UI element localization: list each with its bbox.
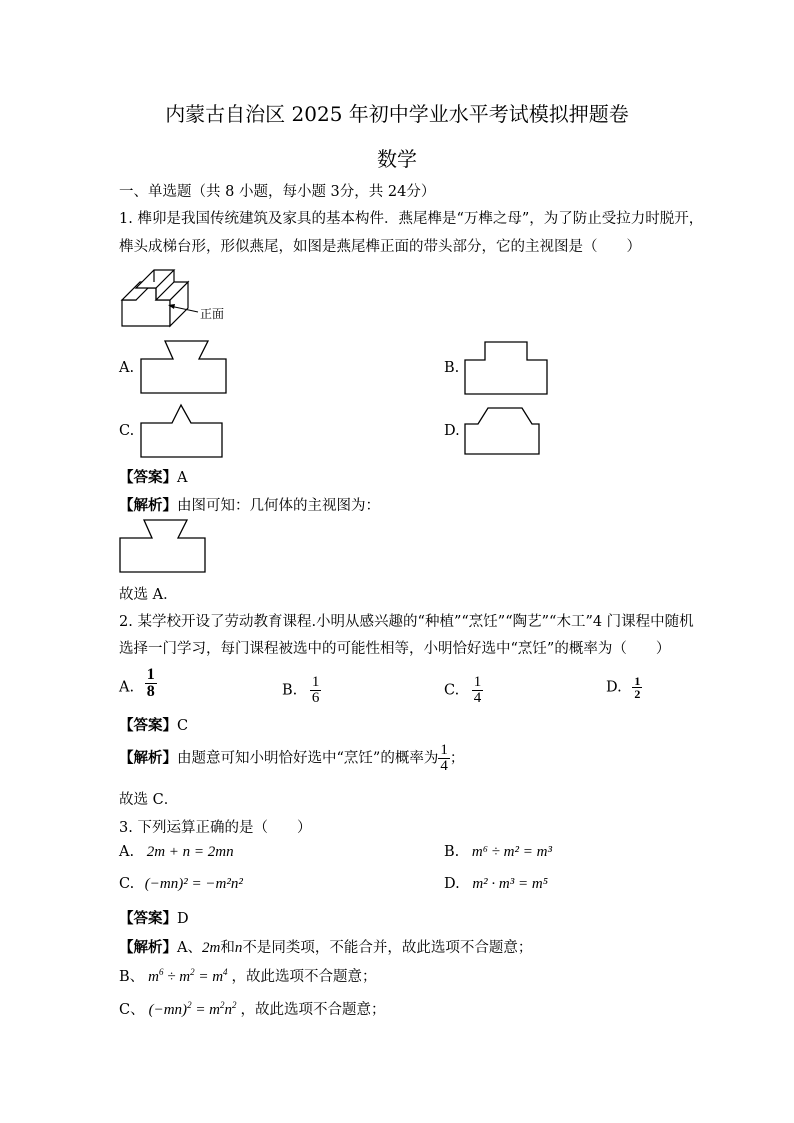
expression: m⁶ ÷ m² = m³ [471,844,552,860]
analysis-prefix: C、 [119,1002,145,1018]
numerator: 1 [440,742,448,758]
fraction [145,667,157,700]
q1-figure-label: 正面 [200,307,225,321]
q3-stem: 3. 下列运算正确的是（ ） [119,820,312,836]
term-2m: 2m [201,940,221,956]
option-label: D. [606,679,622,696]
section-heading: 一、单选题（共 8 小题，每小题 3分，共 24分） [119,184,436,200]
fraction [472,675,484,706]
q3-option-a[interactable] [119,844,234,861]
analysis-prefix: B、 [119,969,145,985]
analysis-suffix: 不是同类项，不能合并，故此选项不合题意； [242,940,533,956]
q3-analysis-b [119,965,377,986]
term-n: n [234,940,243,956]
analysis-mid: 和 [220,940,235,956]
option-label: B. [282,682,298,699]
q1-analysis-figure [119,518,215,578]
q1-option-d-figure [464,404,554,460]
q1-answer [119,466,187,487]
q3-analysis-c [119,998,386,1019]
option-label: B. [444,844,460,860]
analysis-tag: 【解析】 [119,497,177,514]
q1-line1: 1. 榫卯是我国传统建筑及家具的基本构件．燕尾榫是“万榫之母”，为了防止受拉力时脱开， [119,211,704,227]
answer-tag: 【答案】 [119,717,177,734]
analysis-suffix: ，故此选项不合题意； [240,1002,386,1018]
q1-option-b-label[interactable]: B. [444,360,460,376]
expression: (−mn)² = −m²n² [144,876,243,892]
fraction [310,675,322,706]
q3-option-c[interactable] [119,876,243,893]
q1-option-c-figure [140,403,230,459]
denominator: 8 [146,683,155,700]
q2-option-b[interactable] [282,675,321,706]
analysis-tag: 【解析】 [119,749,177,767]
expression-b: $m^6 \div m^2 = m^4$ [148,967,228,985]
q1-option-a-figure [140,339,230,395]
analysis-prefix: A、 [177,940,202,956]
expression: m² · m³ = m⁵ [472,876,548,892]
q2-conclusion: 故选 C． [119,792,179,808]
q2-option-d[interactable] [606,675,642,700]
analysis-end: ； [449,750,465,767]
q2-line1: 2. 某学校开设了劳动教育课程.小明从感兴趣的“种植”“烹饪”“陶艺”“木工”4 门课程中随机 [119,614,694,630]
option-label: C. [119,876,135,892]
q2-answer [119,714,188,735]
denominator: 6 [311,690,320,706]
analysis-tag: 【解析】 [119,939,177,956]
denominator: 4 [440,758,448,774]
q3-option-b[interactable] [444,844,552,861]
q1-3d-figure [118,260,248,340]
q3-option-d[interactable] [444,876,548,893]
q2-line2: 选择一门学习，每门课程被选中的可能性相等，小明恰好选中“烹饪”的概率为（ ） [119,641,671,657]
q1-analysis [119,494,380,515]
analysis-text: 由图可知：几何体的主视图为： [177,498,380,514]
q2-option-a[interactable] [119,666,157,700]
answer-tag: 【答案】 [119,469,177,486]
fraction [438,743,450,774]
numerator: 1 [473,674,482,690]
fraction [632,675,642,700]
q2-analysis [119,743,464,774]
numerator: 1 [634,674,641,688]
q1-option-d-label[interactable]: D. [444,423,460,439]
numerator: 1 [311,674,320,690]
option-label: A. [119,679,135,696]
denominator: 4 [473,690,482,706]
answer-value: A [177,470,188,486]
option-label: A. [119,844,135,860]
answer-value: D [177,911,189,927]
option-label: D. [444,876,460,892]
subject-title: 数学 [377,147,417,171]
q1-line2: 榫头成梯台形，形似燕尾，如图是燕尾榫正面的带头部分，它的主视图是（ ） [119,239,641,255]
q1-option-a-label[interactable]: A. [119,360,135,376]
numerator: 1 [146,666,155,683]
q1-option-c-label[interactable]: C. [119,423,135,439]
expression-c: $(-mn)^2 = m^2n^2$ [148,1000,237,1018]
option-label: C. [444,682,460,699]
analysis-text: 由题意可知小明恰好选中“烹饪”的概率为 [177,750,439,767]
answer-tag: 【答案】 [119,910,177,927]
analysis-suffix: ，故此选项不合题意； [231,969,377,985]
page-title: 内蒙古自治区 2025 年初中学业水平考试模拟押题卷 [165,102,629,126]
q1-conclusion: 故选 A． [119,587,178,603]
answer-value: C [177,718,189,734]
q3-answer [119,907,189,928]
denominator: 2 [634,687,641,701]
q1-option-b-figure [464,340,554,396]
q3-analysis-a [119,936,532,957]
q2-option-c[interactable] [444,675,483,706]
expression: 2m + n = 2mn [146,844,234,860]
